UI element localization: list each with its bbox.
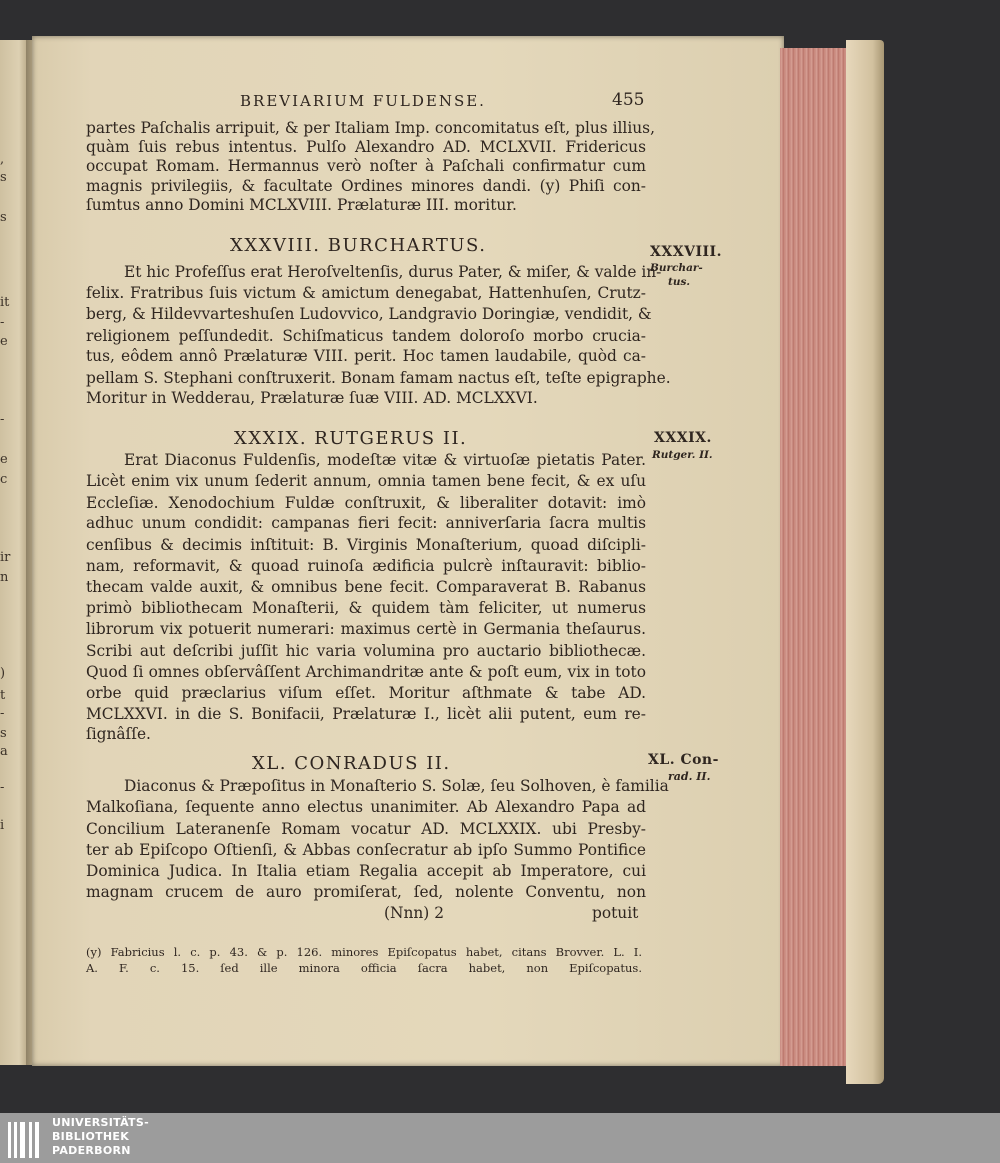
margin-note-name: rad. II. [668,770,711,783]
text-line: Malkoſiana, ſequente anno electus unanimiter. Ab Alexandro Papa ad [86,798,646,816]
margin-note-name: tus. [668,276,691,288]
text-line: Quod ſi omnes obſervâſſent Archimandritæ ante & poſt eum, vix in toto [86,663,646,681]
text-line: librorum vix potuerit numerari: maximus certè in Germania theſaurus. [86,620,646,638]
text-line: ſumtus anno Domini MCLXVIII. Prælaturæ III. moritur. [86,196,517,214]
running-head: BREVIARIUM FULDENSE. [240,92,486,110]
left-page-fragment: , [0,152,5,167]
library-name-line: UNIVERSITÄTS- [52,1116,149,1129]
text-line: Erat Diaconus Fuldenſis, modeſtæ vitæ & virtuoſæ pietatis Pater. [124,451,646,469]
text-line: Eccleſiæ. Xenodochium Fuldæ conſtruxit, & liberaliter dotavit: imò [86,494,646,512]
left-page-fragment: - [0,412,5,427]
text-line: adhuc unum condidit: campanas fieri fecit: anniverſaria ſacra multis [86,514,646,532]
text-line: pellam S. Stephani conſtruxerit. Bonam famam nactus eſt, teſte epigraphe. [86,369,671,387]
left-page-fragment: s [0,170,7,185]
text-line: religionem peſſundedit. Schiſmaticus tandem doloroſo morbo crucia- [86,327,646,345]
text-line: Licèt enim vix unum ſederit annum, omnia tamen bene fecit, & ex uſu [86,472,646,490]
text-line: primò bibliothecam Monaſterii, & quidem tàm feliciter, ut numerus [86,599,646,617]
margin-note-name: Rutger. II. [652,449,713,461]
left-page-fragment: t [0,688,6,703]
library-name-line: BIBLIOTHEK [52,1130,130,1143]
left-page-fragment: ir [0,550,11,565]
left-page-fragment: i [0,818,5,833]
text-line: Scribi aut deſcribi juſſit hic varia volumina pro auctario bibliothecæ. [86,642,646,660]
text-line: cenſibus & decimis inſtituit: B. Virginis Monaſterium, quoad diſcipli- [86,536,646,554]
catchword: potuit [592,904,639,922]
text-line: Moritur in Wedderau, Prælaturæ ſuæ VIII. AD. MCLXXVI. [86,389,538,407]
margin-note-number: XL. Con- [648,752,719,768]
text-line: Diaconus & Præpoſitus in Monaſterio S. Solæ, ſeu Solhoven, è familia [124,777,669,795]
left-page-fragment: - [0,315,5,330]
text-line: Et hic Profeſſus erat Heroſveltenſis, durus Pater, & miſer, & valde in- [124,263,662,281]
left-page-fragment: c [0,472,8,487]
text-line: berg, & Hildevvarteshuſen Ludovvico, Landgravio Doringiæ, vendidit, & [86,305,652,323]
text-line: tus, eôdem annô Prælaturæ VIII. perit. Hoc tamen laudabile, quòd ca- [86,347,646,365]
footnote-line: (y) Fabricius l. c. p. 43. & p. 126. minores Epiſcopatus habet, citans Brovver. L. I. [86,945,642,959]
text-line: magnam crucem de auro promiſerat, ſed, nolente Conventu, non [86,883,646,901]
library-name-line: PADERBORN [52,1144,131,1157]
text-line: occupat Romam. Hermannus verò noſter à Paſchali confirmatur cum [86,157,646,175]
page-number: 455 [612,90,645,110]
margin-note-name: Burchar- [650,262,703,274]
left-page-fragment: ) [0,666,6,681]
left-page-fragment: s [0,726,7,741]
left-page-fragment: e [0,452,8,467]
text-line: thecam valde auxit, & omnibus bene fecit. Comparaverat B. Rabanus [86,578,646,596]
text-line: ter ab Epiſcopo Oſtienſi, & Abbas conſecratur ab ipſo Summo Pontifice [86,841,646,859]
left-page-fragment: - [0,780,5,795]
left-page-fragment: e [0,334,8,349]
section-heading: XL. CONRADUS II. [252,753,451,774]
left-page-fragment: a [0,744,8,759]
text-line: Concilium Lateranenſe Romam vocatur AD. MCLXXIX. ubi Presby- [86,820,646,838]
text-line: nam, reformavit, & quoad ruinoſa ædificia pulcrè inſtauravit: biblio- [86,557,646,575]
left-page-fragment: n [0,570,9,585]
library-logo-icon [6,1118,46,1158]
section-heading: XXXIX. RUTGERUS II. [234,428,468,449]
margin-note-number: XXXVIII. [650,244,722,260]
library-footer [0,1113,1000,1163]
signature-mark: (Nnn) 2 [384,904,444,922]
text-line: magnis privilegiis, & facultate Ordines minores dandi. (y) Phiſi con- [86,177,646,195]
margin-note-number: XXXIX. [654,430,712,446]
text-line: partes Paſchalis arripuit, & per Italiam Imp. concomitatus eſt, plus illius, [86,119,655,137]
text-line: quàm ſuis rebus intentus. Pulſo Alexandro AD. MCLXVII. Fridericus [86,138,646,156]
left-page-fragment: it [0,295,10,310]
footnote-line: A. F. c. 15. ſed ille minora officia ſacra habet, non Epiſcopatus. [86,961,642,975]
text-line: orbe quid præclarius viſum eſſet. Moritur aſthmate & tabe AD. [86,684,646,702]
left-page-fragment: s [0,210,7,225]
text-line: MCLXXVI. in die S. Bonifacii, Prælaturæ I., licèt alii putent, eum re- [86,705,646,723]
text-line: felix. Fratribus ſuis victum & amictum denegabat, Hattenhuſen, Crutz- [86,284,646,302]
text-line: Dominica Judica. In Italia etiam Regalia accepit ab Imperatore, cui [86,862,646,880]
left-page-fragment: - [0,706,5,721]
text-line: ſignâſſe. [86,725,151,743]
section-heading: XXXVIII. BURCHARTUS. [230,235,487,256]
